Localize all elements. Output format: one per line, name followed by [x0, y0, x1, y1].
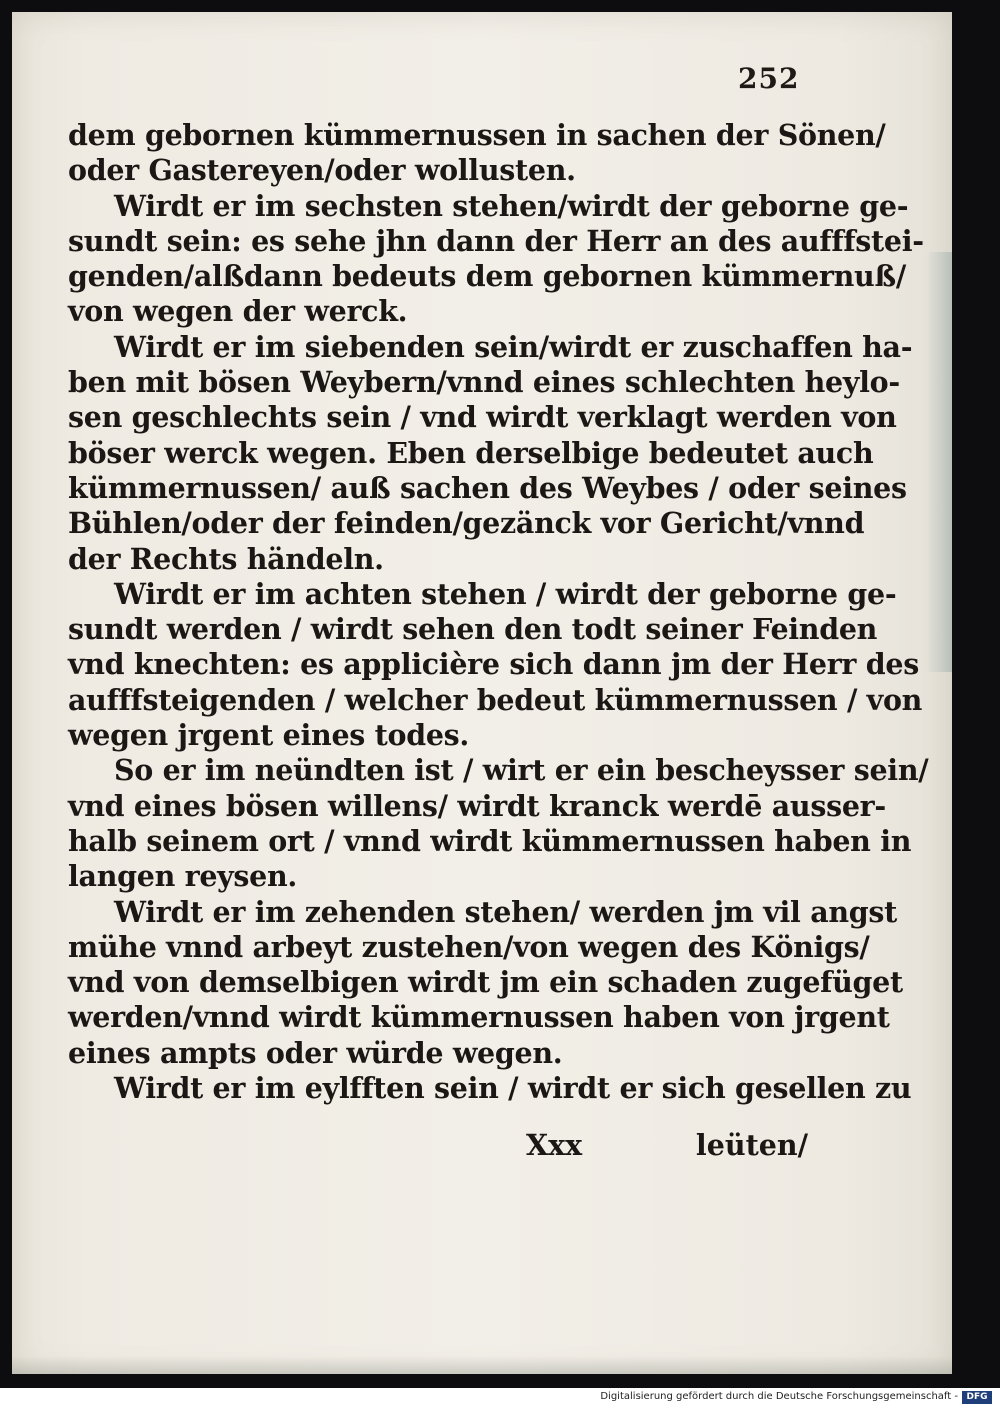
text-line: langen reysen. [68, 859, 298, 894]
text-line: sundt werden / wirdt sehen den todt seiner Feinden [68, 612, 878, 647]
catch-row [68, 1128, 808, 1164]
dfg-logo-icon: DFG [962, 1391, 992, 1404]
signature-mark: Xxx [526, 1128, 583, 1162]
text-line: böser werck wegen. Eben derselbige bedeutet auch [68, 435, 874, 470]
text-line: dem gebornen kümmernussen in sachen der Sönen/ [68, 118, 886, 152]
text-line: ben mit bösen Weybern/vnnd eines schlechten heylo- [68, 365, 900, 400]
text-line: sen geschlechts sein / vnd wirdt verklagt werden von [68, 400, 897, 435]
page-edge-shadow [12, 1356, 952, 1374]
text-line: Wirdt er im sechsten stehen/wirdt der geborne ge- [114, 188, 909, 223]
text-line: werden/vnnd wirdt kümmernussen haben von jrgent [68, 1000, 890, 1035]
text-line: Wirdt er im eylfften sein / wirdt er sich gesellen zu [114, 1071, 912, 1106]
text-line: So er im neündten ist / wirt er ein bescheysser sein/ [114, 753, 929, 788]
text-line: Wirdt er im zehenden stehen/ werden jm vil angst [114, 894, 898, 929]
text-line: wegen jrgent eines todes. [68, 718, 470, 753]
page-number: 252 [738, 62, 800, 95]
text-line: von wegen der werck. [68, 294, 408, 329]
catchword: leüten/ [695, 1128, 808, 1162]
text-line: aufffsteigenden / welcher bedeut kümmernussen / von [68, 682, 923, 717]
text-line: vnd eines bösen willens/ wirdt kranck werdē ausser- [68, 788, 886, 823]
text-line: mühe vnnd arbeyt zustehen/von wegen des Königs/ [68, 929, 870, 964]
text-line: kümmernussen/ auß sachen des Weybes / oder seines [68, 470, 907, 505]
funding-credit: Digitalisierung gefördert durch die Deutsche Forschungsgemeinschaft - [600, 1391, 958, 1402]
text-line: vnd von demselbigen wirdt jm ein schaden zugefüget [68, 965, 903, 1000]
text-line: eines ampts oder würde wegen. [68, 1035, 563, 1070]
text-line: Wirdt er im achten stehen / wirdt der geborne ge- [114, 576, 897, 611]
footer-bar [0, 1388, 1000, 1408]
text-line: vnd knechten: es applicière sich dann jm der Herr des [68, 647, 919, 682]
body-text [68, 118, 929, 1106]
text-line: halb seinem ort / vnnd wirdt kümmernussen haben in [68, 823, 912, 858]
text-line: oder Gastereyen/oder wollusten. [68, 153, 576, 188]
page-stain [926, 252, 952, 672]
text-line: Wirdt er im siebenden sein/wirdt er zuschaffen ha- [114, 329, 913, 364]
text-line: der Rechts händeln. [68, 541, 384, 576]
text-line: sundt sein: es sehe jhn dann der Herr an des aufffstei- [68, 223, 924, 258]
text-line: Bühlen/oder der feinden/gezänck vor Gericht/vnnd [68, 506, 865, 541]
text-line: genden/alßdann bedeuts dem gebornen kümmernuß/ [68, 259, 906, 294]
